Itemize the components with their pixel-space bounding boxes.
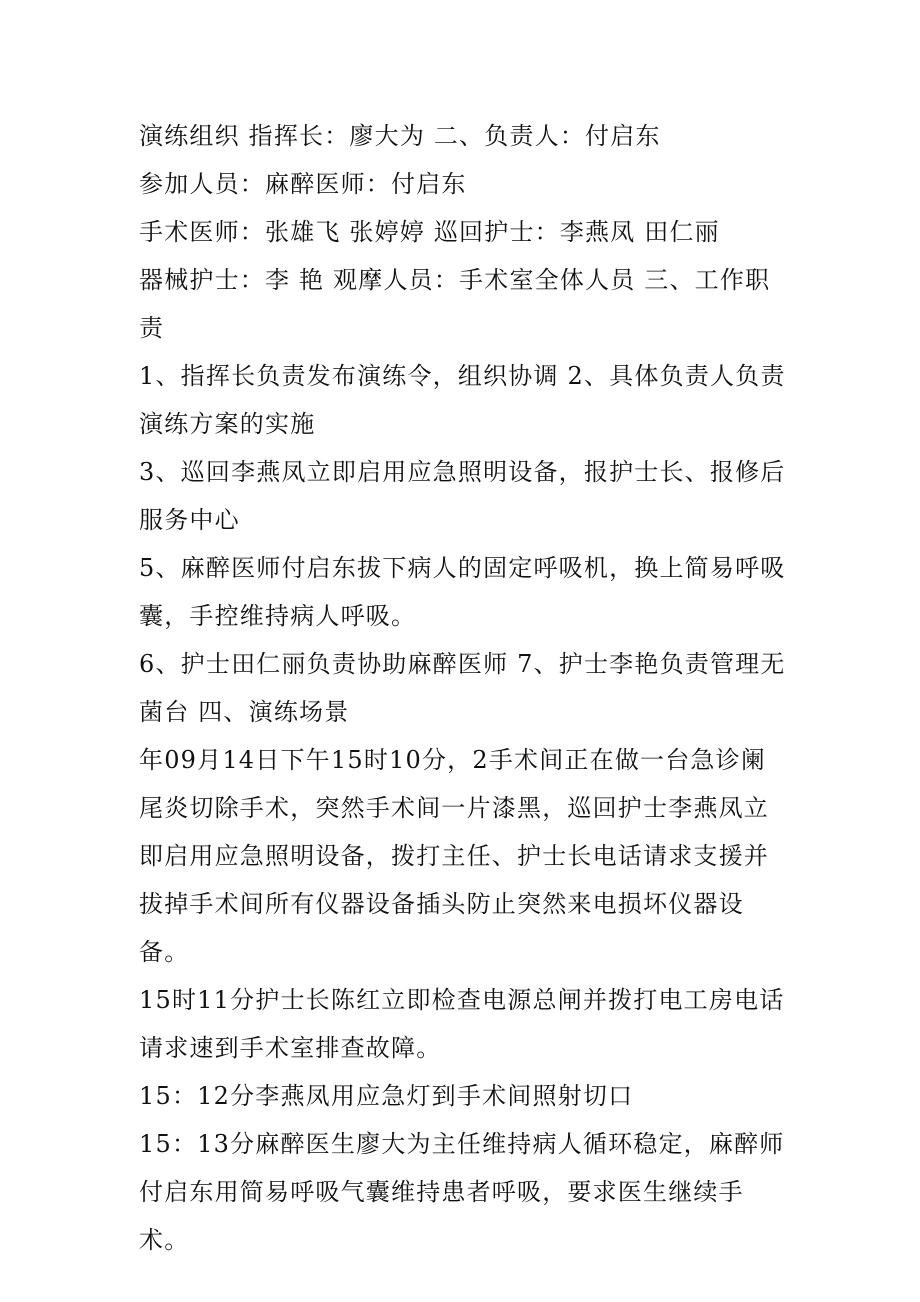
paragraph-instrument-nurse: 器械护士：李 艳 观摩人员：手术室全体人员 三、工作职责 [139,266,771,342]
paragraph-duty-6-7: 6、护士田仁丽负责协助麻醉医师 7、护士李艳负责管理无菌台 四、演练场景 [139,650,786,726]
paragraph-1511: 15时11分护士长陈红立即检查电源总闸并拨打电工房电话请求速到手术室排查故障。 [139,986,785,1062]
document-body [139,112,789,1264]
paragraph-duty-3: 3、巡回李燕凤立即启用应急照明设备，报护士长、报修后服务中心 [139,458,786,534]
paragraph-organization: 演练组织 指挥长：廖大为 二、负责人：付启东 [139,122,661,150]
paragraph-surgeons: 手术医师：张雄飞 张婷婷 巡回护士：李燕凤 田仁丽 [139,218,720,246]
paragraph-1513: 15：13分麻醉医生廖大为主任维持病人循环稳定，麻醉师付启东用简易呼吸气囊维持患者呼吸，要求医生继续手术。 [139,1130,785,1254]
paragraph-duty-1-2: 1、指挥长负责发布演练令，组织协调 2、具体负责人负责演练方案的实施 [139,362,786,438]
paragraph-participants: 参加人员：麻醉医师：付启东 [139,170,467,198]
paragraph-scenario: 年09月14日下午15时10分，2手术间正在做一台急诊阑尾炎切除手术，突然手术间一片漆黑，巡回护士李燕凤立即启用应急照明设备，拨打主任、护士长电话请求支援并拔掉手术间所有仪器设备插头防止突然来电损坏仪器设备。 [139,746,769,966]
paragraph-duty-5: 5、麻醉医师付启东拔下病人的固定呼吸机，换上简易呼吸囊，手控维持病人呼吸。 [139,554,786,630]
paragraph-1512: 15：12分李燕凤用应急灯到手术间照射切口 [139,1082,634,1110]
